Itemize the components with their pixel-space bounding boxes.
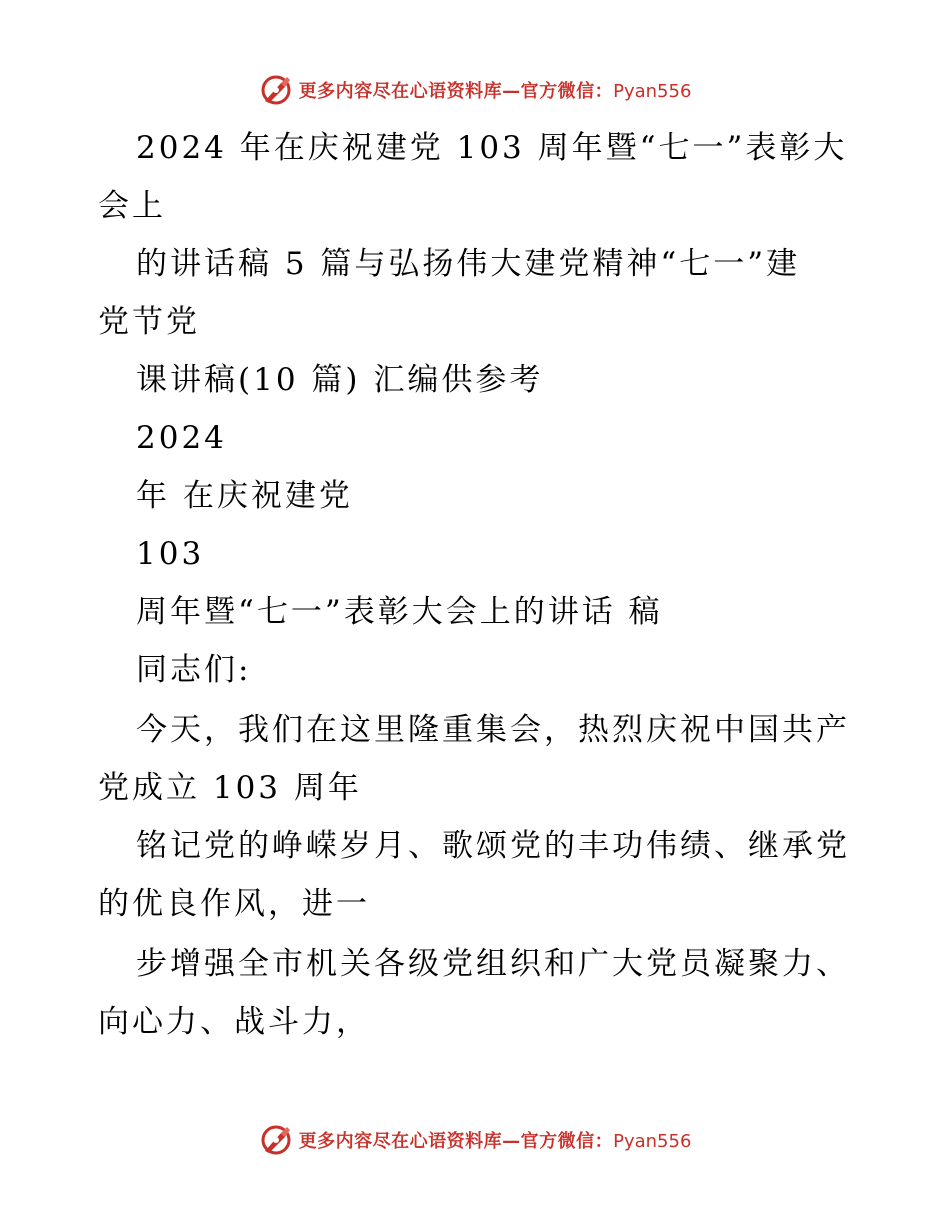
pen-logo-icon bbox=[259, 73, 293, 107]
doc-line-3: 的讲话稿 5 篇与弘扬伟大建党精神“七一”建 bbox=[136, 246, 801, 282]
doc-line-1: 2024 年在庆祝建党 103 周年暨“七一”表彰大 bbox=[136, 130, 848, 166]
doc-line-6: 2024 bbox=[136, 420, 227, 456]
doc-line-4: 党节党 bbox=[98, 304, 200, 340]
doc-line-16: 向心力、战斗力， bbox=[98, 1004, 370, 1040]
doc-line-13: 铭记党的峥嵘岁月、歌颂党的丰功伟绩、继承党 bbox=[136, 828, 850, 864]
watermark-wechat-id: Pyan556 bbox=[613, 1131, 692, 1152]
doc-line-14: 的优良作风，进一 bbox=[98, 886, 370, 922]
doc-line-12: 党成立 103 周年 bbox=[98, 770, 362, 806]
watermark-wechat-id: Pyan556 bbox=[613, 81, 692, 102]
doc-line-5: 课讲稿(10 篇) 汇编供参考 bbox=[136, 362, 544, 398]
doc-line-2: 会上 bbox=[98, 188, 166, 224]
pen-logo-icon bbox=[259, 1123, 293, 1157]
footer-watermark bbox=[0, 1120, 950, 1160]
doc-line-11: 今天，我们在这里隆重集会，热烈庆祝中国共产 bbox=[136, 712, 850, 748]
doc-line-10: 同志们: bbox=[136, 652, 252, 688]
watermark-text: 更多内容尽在心语资料库—官方微信：Pyan556 bbox=[298, 81, 692, 102]
header-watermark bbox=[0, 70, 950, 110]
watermark-text: 更多内容尽在心语资料库—官方微信：Pyan556 bbox=[298, 1131, 692, 1152]
doc-line-8: 103 bbox=[136, 536, 205, 572]
doc-line-9: 周年暨“七一”表彰大会上的讲话 稿 bbox=[136, 594, 663, 630]
doc-line-7: 年 在庆祝建党 bbox=[136, 478, 353, 514]
doc-line-15: 步增强全市机关各级党组织和广大党员凝聚力、 bbox=[136, 946, 850, 982]
